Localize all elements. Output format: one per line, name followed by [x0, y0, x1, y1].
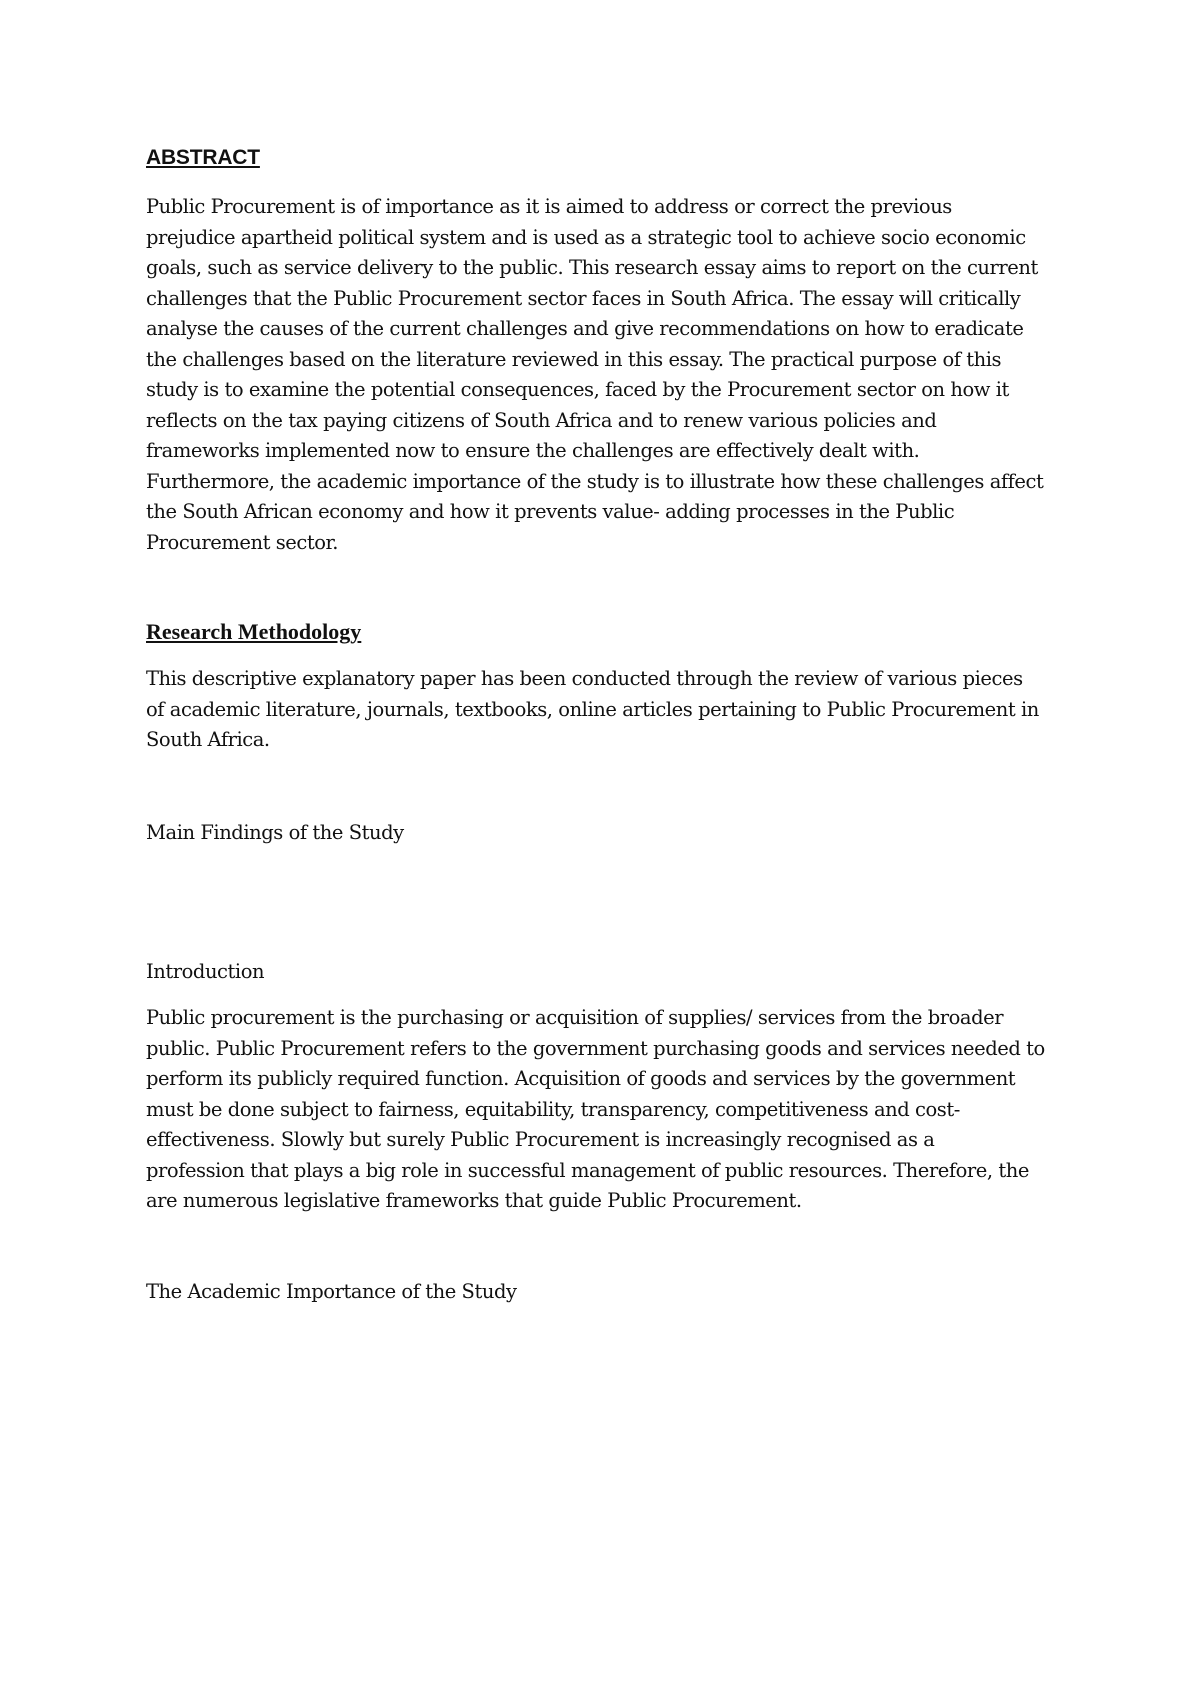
abstract-line: prejudice apartheid political system and is used as a strategic tool to achieve socio economic	[146, 225, 1026, 249]
abstract-line: Public Procurement is of importance as it is aimed to address or correct the previous	[146, 195, 952, 218]
academic-importance-heading: The Academic Importance of the Study	[146, 1280, 517, 1303]
abstract-line: reflects on the tax paying citizens of South Africa and to renew various policies and	[146, 408, 937, 432]
methodology-line: South Africa.	[146, 728, 270, 751]
main-findings-heading: Main Findings of the Study	[146, 821, 404, 844]
abstract-line: the South African economy and how it prevents value- adding processes in the Public	[146, 500, 955, 523]
methodology-line: This descriptive explanatory paper has been conducted through the review of various pieces	[146, 667, 1023, 690]
introduction-paragraph	[146, 1003, 1076, 1217]
introduction-line: Public procurement is the purchasing or acquisition of supplies/ services from the broader	[146, 1006, 1004, 1029]
abstract-line: the challenges based on the literature reviewed in this essay. The practical purpose of this	[146, 347, 1002, 371]
abstract-line: goals, such as service delivery to the public. This research essay aims to report on the current	[146, 256, 1038, 279]
abstract-line: challenges that the Public Procurement sector faces in South Africa. The essay will critically	[146, 286, 1021, 310]
introduction-line: must be done subject to fairness, equitability, transparency, competitiveness and cost-	[146, 1097, 960, 1121]
abstract-heading: ABSTRACT	[146, 146, 260, 169]
abstract-line: Procurement sector.	[146, 530, 339, 554]
introduction-line: profession that plays a big role in successful management of public resources. Therefore, the	[146, 1158, 1029, 1182]
abstract-line: analyse the causes of the current challenges and give recommendations on how to eradicate	[146, 317, 1024, 340]
introduction-line: public. Public Procurement refers to the government purchasing goods and services needed to	[146, 1036, 1045, 1060]
abstract-line: Furthermore, the academic importance of the study is to illustrate how these challenges affect	[146, 469, 1044, 493]
research-methodology-paragraph	[146, 664, 1076, 756]
abstract-line: frameworks implemented now to ensure the challenges are effectively dealt with.	[146, 439, 920, 462]
research-methodology-heading: Research Methodology	[146, 619, 362, 644]
introduction-heading: Introduction	[146, 960, 265, 983]
methodology-line: of academic literature, journals, textbooks, online articles pertaining to Public Procurement in	[146, 697, 1039, 721]
abstract-paragraph	[146, 192, 1076, 558]
introduction-line: effectiveness. Slowly but surely Public Procurement is increasingly recognised as a	[146, 1128, 935, 1151]
introduction-line: perform its publicly required function. Acquisition of goods and services by the government	[146, 1067, 1016, 1090]
introduction-line: are numerous legislative frameworks that guide Public Procurement.	[146, 1189, 802, 1212]
abstract-line: study is to examine the potential consequences, faced by the Procurement sector on how it	[146, 378, 1009, 401]
